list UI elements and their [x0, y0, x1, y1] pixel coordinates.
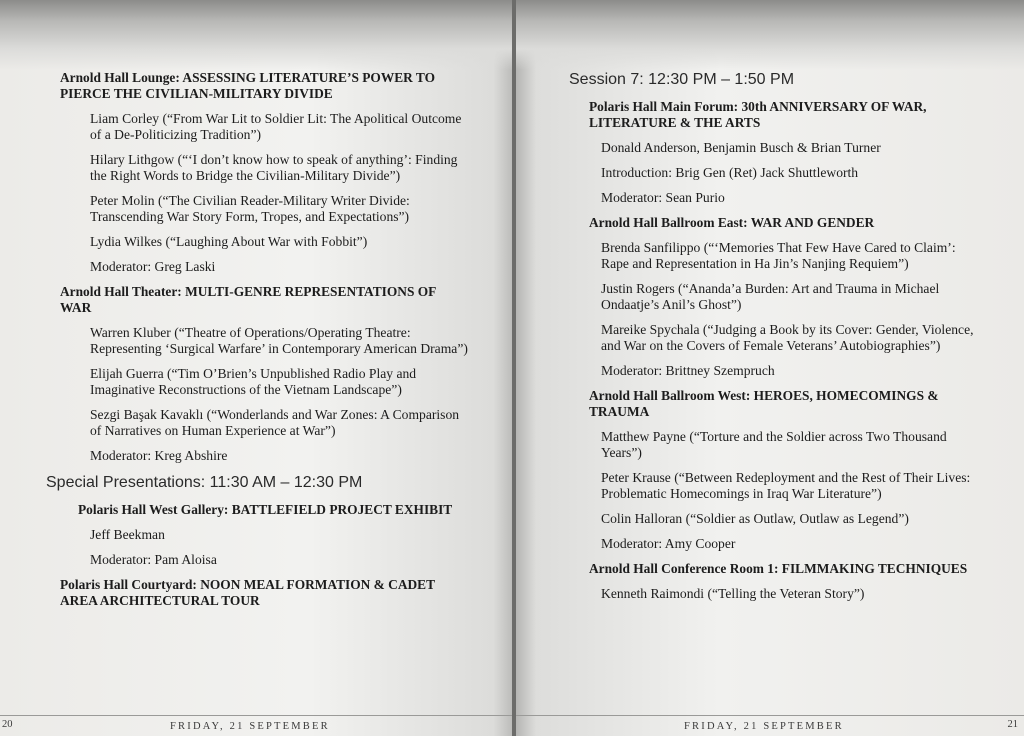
panel-entry: Donald Anderson, Benjamin Busch & Brian Turner	[601, 140, 881, 155]
left-page-content	[46, 70, 470, 618]
panel-entry: Hilary Lithgow (“‘I don’t know how to speak of anything’: Finding the Right Words to Bridge the Civilian-Military Divide”)	[90, 152, 458, 183]
panel-entry: Matthew Payne (“Torture and the Soldier across Two Thousand Years”)	[601, 429, 947, 460]
panel-moderator: Moderator: Greg Laski	[90, 259, 216, 274]
footer-rule	[0, 715, 514, 716]
panel-moderator: Moderator: Brittney Szempruch	[601, 363, 775, 378]
panel-entry: Jeff Beekman	[90, 527, 165, 542]
panel-heading: Arnold Hall Ballroom East: WAR AND GENDER	[589, 215, 875, 230]
session-heading: Special Presentations: 11:30 AM – 12:30 PM	[46, 474, 363, 491]
panel	[78, 502, 470, 568]
panel	[589, 561, 976, 602]
page-footer: FRIDAY, 21 SEPTEMBER	[170, 721, 330, 732]
page-top-texture	[0, 0, 514, 70]
panel	[60, 70, 470, 275]
page-footer: FRIDAY, 21 SEPTEMBER	[684, 721, 844, 732]
panel-heading: Arnold Hall Ballroom West: HEROES, HOMECOMINGS & TRAUMA	[589, 388, 939, 419]
panel-entry: Lydia Wilkes (“Laughing About War with Fobbit”)	[90, 234, 368, 249]
panel-entry: Brenda Sanfilippo (“‘Memories That Few Have Cared to Claim’: Rape and Representation in Ha Jin’s Nanjing Requiem”)	[601, 240, 956, 271]
panel-entry: Justin Rogers (“Ananda’a Burden: Art and Trauma in Michael Ondaatje’s Anil’s Ghost”)	[601, 281, 940, 312]
panel-moderator: Moderator: Amy Cooper	[601, 536, 736, 551]
panel-heading: Polaris Hall Main Forum: 30th ANNIVERSARY OF WAR, LITERATURE & THE ARTS	[589, 99, 927, 130]
panel-heading: Arnold Hall Theater: MULTI-GENRE REPRESENTATIONS OF WAR	[60, 284, 436, 315]
panel-entry: Colin Halloran (“Soldier as Outlaw, Outlaw as Legend”)	[601, 511, 909, 526]
panel-moderator: Moderator: Sean Purio	[601, 190, 725, 205]
page-top-texture	[516, 0, 1024, 70]
panel-entry: Elijah Guerra (“Tim O’Brien’s Unpublished Radio Play and Imaginative Reconstructions of the Vietnam Landscape”)	[90, 366, 417, 397]
panel-entry: Mareike Spychala (“Judging a Book by its Cover: Gender, Violence, and War on the Covers of Female Veterans’ Autobiographies”)	[601, 322, 974, 353]
right-page-content	[571, 70, 976, 611]
panel-entry: Warren Kluber (“Theatre of Operations/Operating Theatre: Representing ‘Surgical Warfare’ in Contemporary American Drama”)	[90, 325, 468, 356]
panel-entry: Introduction: Brig Gen (Ret) Jack Shuttleworth	[601, 165, 859, 180]
page-number: 20	[2, 719, 13, 730]
panel-heading: Polaris Hall West Gallery: BATTLEFIELD PROJECT EXHIBIT	[78, 502, 453, 517]
page-number: 21	[1007, 719, 1018, 730]
panel	[589, 215, 976, 379]
right-page	[516, 0, 1024, 736]
panel-heading: Polaris Hall Courtyard: NOON MEAL FORMATION & CADET AREA ARCHITECTURAL TOUR	[60, 577, 435, 608]
panel-entry: Peter Molin (“The Civilian Reader-Military Writer Divide: Transcending War Story Form, Tropes, and Expectations”)	[90, 193, 410, 224]
panel-entry: Sezgi Başak Kavaklı (“Wonderlands and War Zones: A Comparison of Narratives on Human Experience at War”)	[90, 407, 460, 438]
footer-rule	[516, 715, 1024, 716]
panel	[589, 99, 976, 206]
panel	[589, 388, 976, 552]
panel-moderator: Moderator: Kreg Abshire	[90, 448, 228, 463]
panel-heading: Arnold Hall Conference Room 1: FILMMAKING TECHNIQUES	[589, 561, 968, 576]
panel-entry: Kenneth Raimondi (“Telling the Veteran Story”)	[601, 586, 865, 601]
panel-heading: Arnold Hall Lounge: ASSESSING LITERATURE’S POWER TO PIERCE THE CIVILIAN-MILITARY DIVIDE	[60, 70, 436, 101]
panel	[60, 284, 470, 464]
panel-entry: Peter Krause (“Between Redeployment and the Rest of Their Lives: Problematic Homecomings in Iraq War Literature”)	[601, 470, 971, 501]
panel-moderator: Moderator: Pam Aloisa	[90, 552, 217, 567]
session-heading: Session 7: 12:30 PM – 1:50 PM	[569, 71, 795, 88]
panel-entry: Liam Corley (“From War Lit to Soldier Lit: The Apolitical Outcome of a De-Politicizing Tradition”)	[90, 111, 462, 142]
